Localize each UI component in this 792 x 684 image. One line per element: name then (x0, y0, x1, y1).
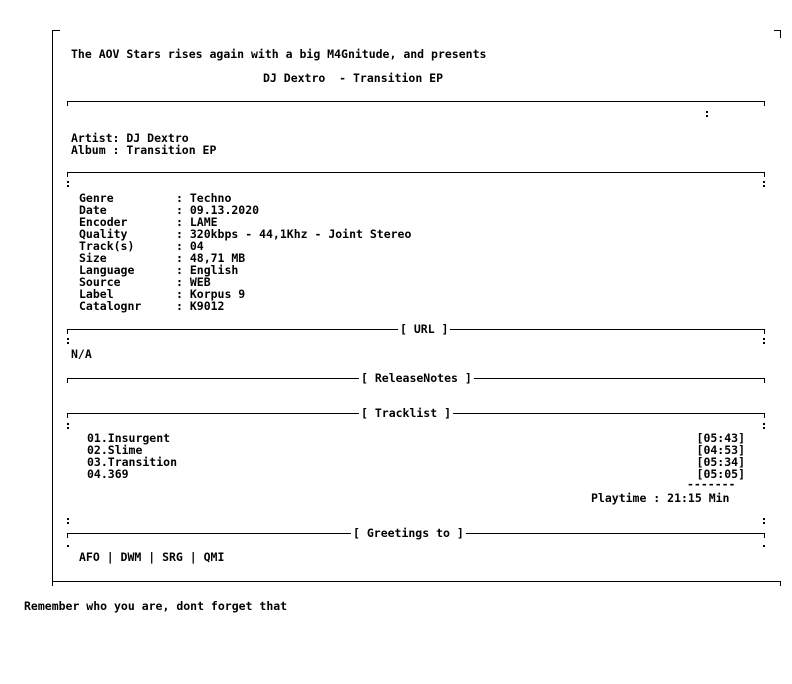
greetings-left-colon (67, 518, 69, 520)
info-value-genre: : Techno (176, 191, 232, 205)
greetings-divider-left-tick (67, 533, 68, 538)
divider-2-left-colon (67, 181, 69, 183)
header-line-1: The AOV Stars rises again with a big M4Gnitude, and presents (71, 47, 487, 61)
info-key-encoder: Encoder (79, 215, 128, 229)
outer-frame-left (52, 30, 53, 586)
info-value-size: : 48,71 MB (176, 251, 246, 265)
greetings-text: AFO | DWM | SRG | QMI (79, 550, 225, 564)
divider-2 (67, 172, 765, 173)
url-right-colon (763, 342, 765, 344)
url-divider-right-tick (764, 329, 765, 334)
url-left-colon (67, 342, 69, 344)
info-value-date: : 09.13.2020 (176, 203, 260, 217)
greetings-divider-right-tick (764, 533, 765, 538)
outer-frame-bottom-left-tick (52, 581, 53, 586)
track-time: [05:05] (696, 467, 745, 481)
url-right-colon (763, 338, 765, 340)
release-title: DJ Dextro - Transition EP (263, 71, 444, 85)
info-key-date: Date (79, 203, 107, 217)
greetings-left-colon (67, 522, 69, 524)
tracklist-left-colon (67, 427, 69, 429)
info-key-quality: Quality (79, 227, 128, 241)
tracklist-section-title: [ Tracklist ] (361, 406, 452, 420)
divider-2-right-tick (764, 172, 765, 177)
info-value-encoder: : LAME (176, 215, 218, 229)
outer-frame-bottom-right-tick (780, 581, 781, 586)
track-time: [05:34] (696, 455, 745, 469)
url-divider-left-tick (67, 329, 68, 334)
info-table (79, 192, 559, 314)
tracklist-right-colon (763, 423, 765, 425)
divider-2-left-colon (67, 185, 69, 187)
info-key-source: Source (79, 275, 121, 289)
info-value-label: : Korpus 9 (176, 287, 246, 301)
track-name: 04.369 (87, 467, 129, 481)
divider-2-left-tick (67, 172, 68, 177)
track-name: 02.Slime (87, 443, 143, 457)
tracklist-divider-right-tick (764, 413, 765, 418)
url-section-title: [ URL ] (400, 322, 449, 336)
tracklist-left-colon (67, 423, 69, 425)
divider-2-right-colon (763, 185, 765, 187)
url-value: N/A (71, 347, 92, 361)
divider-1-colon (706, 111, 708, 113)
tracklist-right-colon (763, 427, 765, 429)
divider-2-right-colon (763, 181, 765, 183)
info-value-tracks: : 04 (176, 239, 204, 253)
track-name: 03.Transition (87, 455, 178, 469)
greetings-bottom-right-dot (763, 545, 765, 547)
track-name: 01.Insurgent (87, 431, 171, 445)
releasenotes-divider-right-tick (764, 378, 765, 383)
greetings-bottom-left-dot (67, 545, 69, 547)
greetings-section-title: [ Greetings to ] (353, 526, 464, 540)
url-left-colon (67, 338, 69, 340)
track-time: [05:43] (696, 431, 745, 445)
footer-text: Remember who you are, dont forget that (24, 599, 288, 613)
divider-1 (67, 101, 765, 102)
playtime: Playtime : 21:15 Min (591, 491, 730, 505)
info-key-catalognr: Catalognr (79, 299, 142, 313)
divider-1-right-tick (764, 101, 765, 106)
outer-frame-top (52, 30, 60, 31)
divider-1-colon (706, 115, 708, 117)
greetings-right-colon (763, 518, 765, 520)
album-line: Album : Transition EP (71, 143, 217, 157)
track-time: [04:53] (696, 443, 745, 457)
greetings-right-colon (763, 522, 765, 524)
tracklist-divider-left-tick (67, 413, 68, 418)
outer-frame-right (780, 30, 781, 38)
releasenotes-section-title: [ ReleaseNotes ] (361, 371, 472, 385)
track-list (87, 432, 745, 480)
info-value-language: : English (176, 263, 239, 277)
info-key-genre: Genre (79, 191, 114, 205)
info-key-tracks: Track(s) (79, 239, 135, 253)
artist-line: Artist: DJ Dextro (71, 131, 189, 145)
releasenotes-divider-left-tick (67, 378, 68, 383)
track-separator: ------- (687, 477, 736, 491)
divider-1-left-tick (67, 101, 68, 106)
info-value-quality: : 320kbps - 44,1Khz - Joint Stereo (176, 227, 412, 241)
info-value-catalognr: : K9012 (176, 299, 225, 313)
info-key-language: Language (79, 263, 135, 277)
outer-frame-bottom (52, 581, 781, 582)
info-key-size: Size (79, 251, 107, 265)
info-key-label: Label (79, 287, 114, 301)
info-value-source: : WEB (176, 275, 211, 289)
